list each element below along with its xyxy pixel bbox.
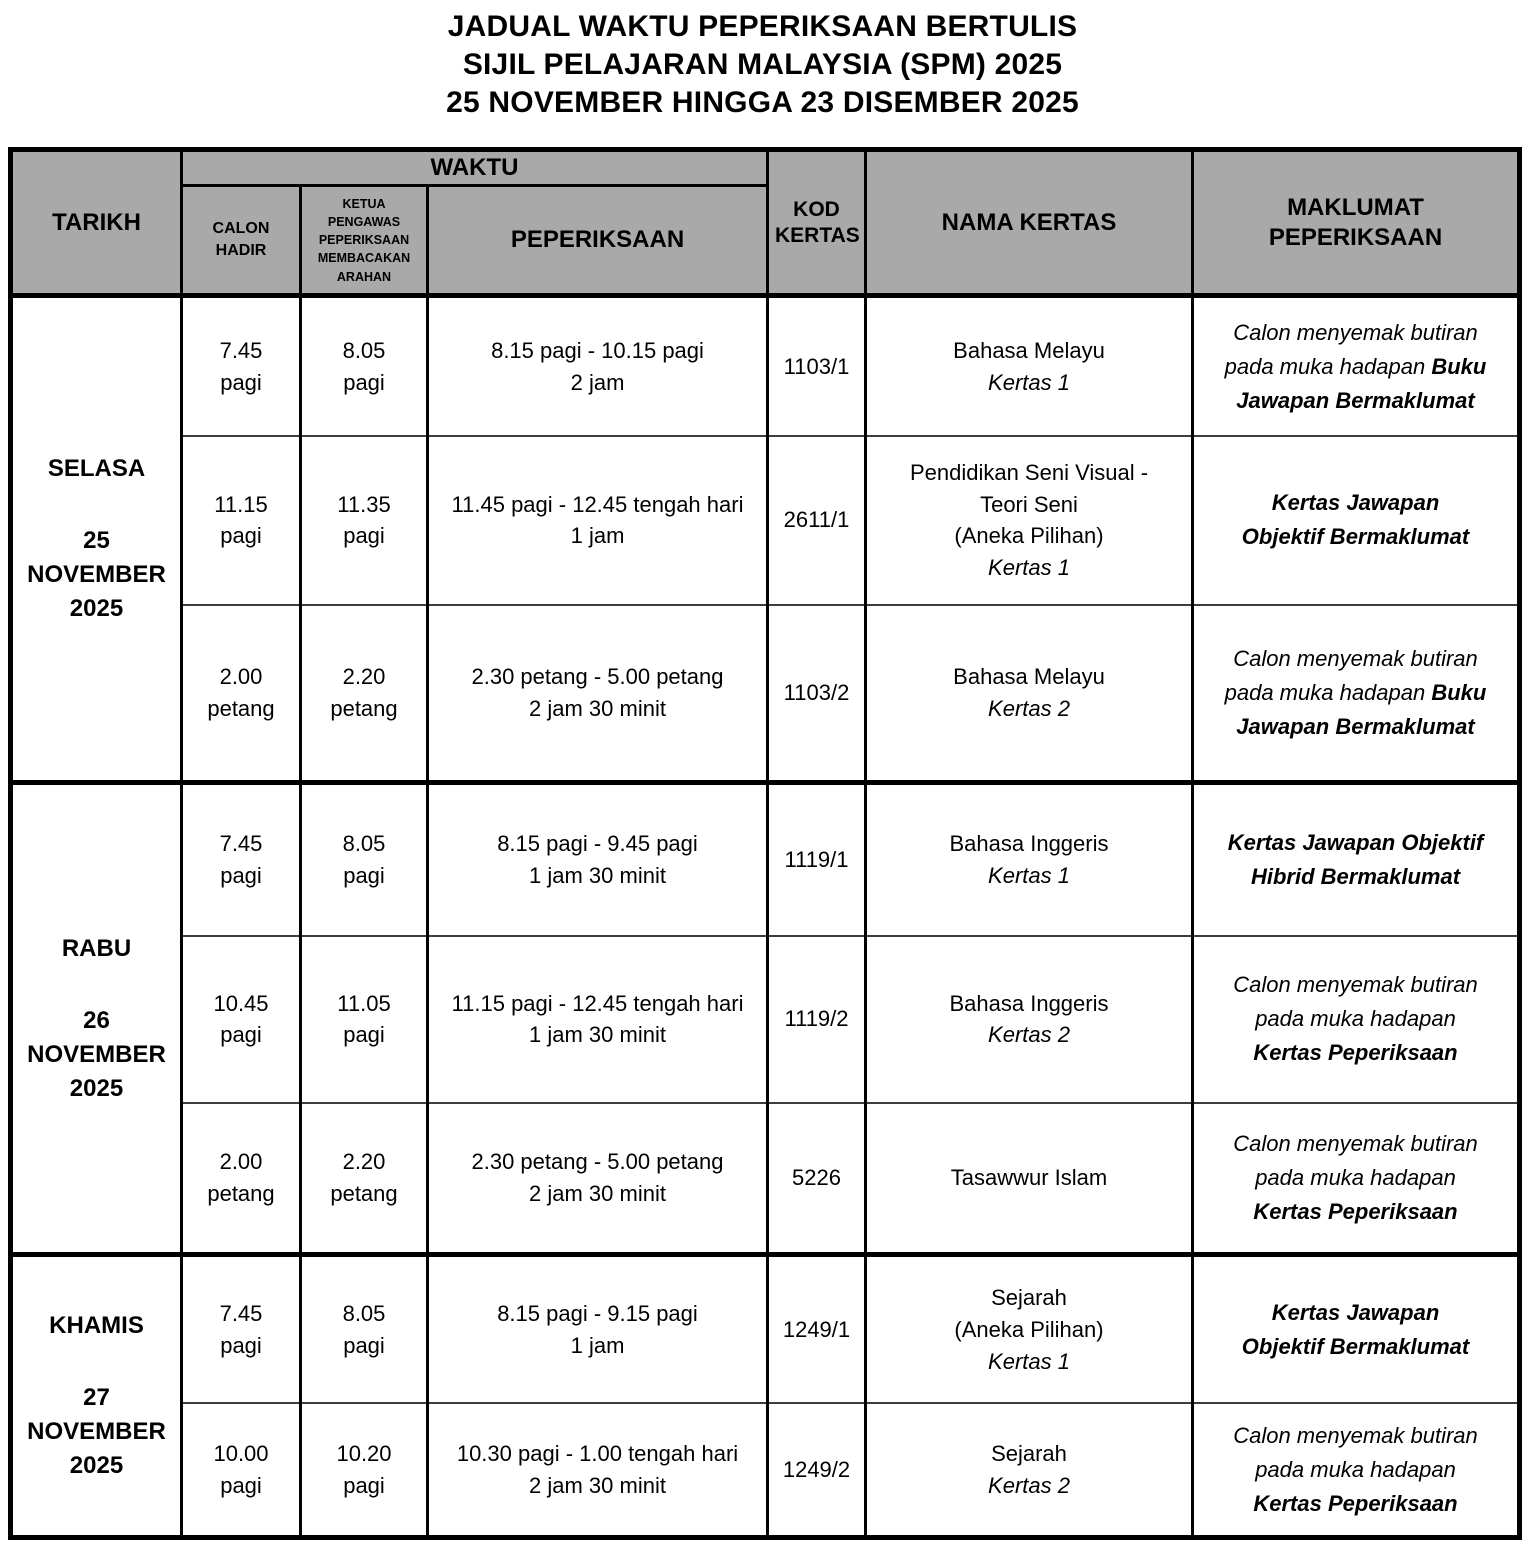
paper-name-line: Teori Seni xyxy=(980,491,1078,517)
bold-text: Hibrid Bermaklumat xyxy=(1250,864,1461,890)
cell-peperiksaan xyxy=(428,1403,768,1538)
cell-nama-kertas xyxy=(866,1403,1193,1538)
day-label: RABU xyxy=(61,934,132,962)
header-line: KERTAS xyxy=(775,223,860,247)
line: 2.20 xyxy=(342,664,386,690)
cell-calon-hadir xyxy=(182,783,301,936)
header-peperiksaan: PEPERIKSAAN xyxy=(428,186,768,296)
header-line: PEPERIKSAAN xyxy=(1268,223,1443,251)
line: 8.05 xyxy=(342,1300,386,1326)
header-row-top xyxy=(11,150,1520,186)
paper-name-line: Kertas 2 xyxy=(988,1022,1070,1048)
header-tarikh: TARIKH xyxy=(11,150,182,296)
cell-maklumat-peperiksaan xyxy=(1193,436,1520,605)
cell-nama-kertas xyxy=(866,1103,1193,1255)
header-nama-kertas: NAMA KERTAS xyxy=(866,150,1193,296)
date-line: 2025 xyxy=(69,1452,124,1480)
text: Calon menyemak butiran xyxy=(1233,646,1478,671)
bold-text: Kertas Peperiksaan xyxy=(1253,1490,1458,1516)
maklumat-line xyxy=(1200,710,1511,744)
paper-name-line: (Aneka Pilihan) xyxy=(954,1316,1104,1342)
line: pagi xyxy=(220,369,262,395)
paper-name-line: Bahasa Melayu xyxy=(953,664,1105,690)
paper-name-line: Kertas 2 xyxy=(988,1472,1070,1498)
text: pada muka hadapan xyxy=(1224,680,1432,706)
session-row xyxy=(11,605,1520,783)
title-line-3: 25 NOVEMBER HINGGA 23 DISEMBER 2025 xyxy=(446,85,1079,119)
date-line: 26 xyxy=(83,1006,110,1034)
paper-name-line: Pendidikan Seni Visual - xyxy=(909,459,1149,485)
maklumat-line xyxy=(1200,486,1511,520)
cell-kod-kertas: 1119/2 xyxy=(768,936,866,1103)
line: 1 jam 30 minit xyxy=(529,1022,666,1048)
maklumat-line xyxy=(1200,1419,1511,1453)
cell-nama-kertas xyxy=(866,1255,1193,1403)
header-ketua-pengawas xyxy=(301,186,428,296)
cell-maklumat-peperiksaan xyxy=(1193,783,1520,936)
session-row xyxy=(11,436,1520,605)
cell-kod-kertas: 5226 xyxy=(768,1103,866,1255)
header-line: MAKLUMAT xyxy=(1287,193,1424,221)
maklumat-line xyxy=(1200,350,1511,384)
text: Calon menyemak butiran xyxy=(1233,1131,1478,1156)
maklumat-line xyxy=(1200,968,1511,1002)
paper-name-line: Kertas 1 xyxy=(988,863,1070,889)
cell-tarikh xyxy=(11,783,182,1255)
cell-ketua-pengawas xyxy=(301,1255,428,1403)
cell-peperiksaan xyxy=(428,436,768,605)
cell-peperiksaan xyxy=(428,1103,768,1255)
header-line: KETUA xyxy=(342,197,386,212)
table-header xyxy=(11,150,1520,296)
line: 11.15 xyxy=(214,491,268,517)
date-line: NOVEMBER xyxy=(27,1418,166,1446)
cell-kod-kertas: 1249/1 xyxy=(768,1255,866,1403)
cell-nama-kertas xyxy=(866,436,1193,605)
exam-timetable xyxy=(8,147,1522,1540)
cell-nama-kertas xyxy=(866,783,1193,936)
cell-maklumat-peperiksaan xyxy=(1193,936,1520,1103)
maklumat-line xyxy=(1200,1330,1511,1364)
line: 11.35 xyxy=(337,491,391,517)
date-line: 25 xyxy=(83,527,110,555)
cell-tarikh xyxy=(11,1255,182,1538)
table-body xyxy=(11,296,1520,1538)
line: 8.15 pagi - 9.15 pagi xyxy=(497,1300,698,1326)
line: petang xyxy=(330,1181,398,1207)
cell-kod-kertas: 1103/2 xyxy=(768,605,866,783)
header-line: ARAHAN xyxy=(336,269,392,284)
line: pagi xyxy=(220,1332,262,1358)
bold-text: Kertas Jawapan xyxy=(1271,490,1440,516)
header-kod-kertas xyxy=(768,150,866,296)
bold-text: Kertas Jawapan Objektif xyxy=(1227,830,1484,856)
cell-ketua-pengawas xyxy=(301,296,428,436)
line: 7.45 xyxy=(219,1300,263,1326)
line: 2 jam xyxy=(570,369,625,395)
maklumat-line xyxy=(1200,642,1511,676)
paper-name-line: Bahasa Inggeris xyxy=(949,990,1109,1016)
line: 8.15 pagi - 10.15 pagi xyxy=(491,337,704,363)
cell-ketua-pengawas xyxy=(301,436,428,605)
cell-maklumat-peperiksaan xyxy=(1193,1255,1520,1403)
cell-peperiksaan xyxy=(428,936,768,1103)
cell-ketua-pengawas xyxy=(301,1103,428,1255)
maklumat-line xyxy=(1200,1195,1511,1229)
session-row xyxy=(11,783,1520,936)
line: 11.05 xyxy=(337,990,391,1016)
line: pagi xyxy=(220,863,262,889)
line: pagi xyxy=(343,1022,385,1048)
session-row xyxy=(11,1403,1520,1538)
paper-name-line: Kertas 1 xyxy=(988,555,1070,581)
cell-ketua-pengawas xyxy=(301,1403,428,1538)
title-line-2: SIJIL PELAJARAN MALAYSIA (SPM) 2025 xyxy=(462,47,1063,81)
cell-kod-kertas: 1249/2 xyxy=(768,1403,866,1538)
cell-calon-hadir xyxy=(182,1255,301,1403)
line: 10.30 pagi - 1.00 tengah hari xyxy=(456,1440,739,1466)
line: pagi xyxy=(343,1332,385,1358)
maklumat-line xyxy=(1200,316,1511,350)
title-line-1: JADUAL WAKTU PEPERIKSAAN BERTULIS xyxy=(447,10,1078,43)
text: Calon menyemak butiran xyxy=(1233,1422,1478,1448)
line: pagi xyxy=(343,369,385,395)
line: pagi xyxy=(343,523,385,549)
document-title xyxy=(0,8,1525,121)
bold-text: Objektif Bermaklumat xyxy=(1241,1333,1470,1359)
maklumat-line xyxy=(1200,1002,1511,1036)
maklumat-line xyxy=(1200,860,1511,894)
line: pagi xyxy=(343,1472,385,1498)
header-line: MEMBACAKAN xyxy=(317,251,411,266)
cell-ketua-pengawas xyxy=(301,783,428,936)
text: pada muka hadapan xyxy=(1255,1165,1456,1191)
maklumat-line xyxy=(1200,1161,1511,1195)
maklumat-line xyxy=(1200,384,1511,418)
session-row xyxy=(11,1103,1520,1255)
session-row xyxy=(11,936,1520,1103)
line: 2 jam 30 minit xyxy=(529,696,666,722)
maklumat-line xyxy=(1200,1487,1511,1521)
header-line: KOD xyxy=(793,197,840,221)
cell-kod-kertas: 1103/1 xyxy=(768,296,866,436)
cell-nama-kertas xyxy=(866,605,1193,783)
session-row xyxy=(11,296,1520,436)
line: 11.15 pagi - 12.45 tengah hari xyxy=(451,990,744,1016)
date-line: 27 xyxy=(83,1384,110,1412)
maklumat-line xyxy=(1200,1127,1511,1161)
paper-name-line: Sejarah xyxy=(991,1284,1067,1310)
paper-name-line: Kertas 1 xyxy=(988,369,1070,395)
line: 8.05 xyxy=(342,831,386,857)
line: 7.45 xyxy=(219,337,263,363)
header-line: PENGAWAS xyxy=(327,215,401,230)
header-line: PEPERIKSAAN xyxy=(318,233,410,248)
text: Calon menyemak butiran xyxy=(1233,972,1478,998)
cell-kod-kertas: 2611/1 xyxy=(768,436,866,605)
date-line: 2025 xyxy=(69,1074,124,1102)
header-line: CALON xyxy=(212,220,270,237)
line: 8.15 pagi - 9.45 pagi xyxy=(497,831,698,857)
document-page xyxy=(0,8,1525,1540)
cell-calon-hadir xyxy=(182,936,301,1103)
line: 2.00 xyxy=(219,664,263,690)
header-maklumat-peperiksaan xyxy=(1193,150,1520,296)
bold-text: Jawapan Bermaklumat xyxy=(1236,387,1475,413)
line: 2.30 petang - 5.00 petang xyxy=(471,1149,724,1175)
maklumat-line xyxy=(1200,826,1511,860)
line: 1 jam xyxy=(570,523,625,549)
cell-ketua-pengawas xyxy=(301,605,428,783)
paper-name-line: (Aneka Pilihan) xyxy=(954,523,1104,549)
line: 2.00 xyxy=(219,1149,263,1175)
line: pagi xyxy=(343,863,385,889)
cell-peperiksaan xyxy=(428,783,768,936)
cell-calon-hadir xyxy=(182,605,301,783)
bold-text: Kertas Peperiksaan xyxy=(1253,1199,1458,1225)
line: 1 jam 30 minit xyxy=(529,863,666,889)
bold-text: Objektif Bermaklumat xyxy=(1241,524,1470,550)
cell-calon-hadir xyxy=(182,436,301,605)
line: 2.20 xyxy=(342,1149,386,1175)
cell-peperiksaan xyxy=(428,296,768,436)
cell-maklumat-peperiksaan xyxy=(1193,296,1520,436)
line: pagi xyxy=(220,1472,262,1498)
paper-name-line: Bahasa Inggeris xyxy=(949,831,1109,857)
header-line: HADIR xyxy=(215,242,267,260)
header-calon-hadir xyxy=(182,186,301,296)
maklumat-line xyxy=(1200,520,1511,554)
line: 10.45 xyxy=(213,990,269,1016)
maklumat-line xyxy=(1200,1453,1511,1487)
bold-text: Kertas Jawapan xyxy=(1271,1299,1440,1325)
bold-text: Kertas Peperiksaan xyxy=(1253,1040,1458,1066)
date-line: NOVEMBER xyxy=(27,1040,166,1068)
maklumat-line xyxy=(1200,676,1511,710)
maklumat-line xyxy=(1200,1296,1511,1330)
line: petang xyxy=(207,696,275,722)
text: pada muka hadapan xyxy=(1224,353,1432,379)
maklumat-line xyxy=(1200,1036,1511,1070)
cell-calon-hadir xyxy=(182,1403,301,1538)
cell-calon-hadir xyxy=(182,1103,301,1255)
date-line: NOVEMBER xyxy=(27,561,166,589)
line: petang xyxy=(207,1181,275,1207)
line: 2 jam 30 minit xyxy=(529,1181,666,1207)
paper-name-line: Kertas 2 xyxy=(988,696,1070,722)
line: petang xyxy=(330,696,398,722)
line: 10.20 xyxy=(336,1440,392,1466)
line: 2.30 petang - 5.00 petang xyxy=(471,664,724,690)
line: pagi xyxy=(220,1022,262,1048)
session-row xyxy=(11,1255,1520,1403)
line: 2 jam 30 minit xyxy=(529,1472,666,1498)
cell-nama-kertas xyxy=(866,936,1193,1103)
cell-calon-hadir xyxy=(182,296,301,436)
line: 1 jam xyxy=(570,1332,625,1358)
text: Calon menyemak butiran xyxy=(1233,319,1478,345)
line: 7.45 xyxy=(219,831,263,857)
day-label: SELASA xyxy=(47,455,146,483)
date-line: 2025 xyxy=(69,595,124,623)
text: pada muka hadapan xyxy=(1255,1006,1456,1032)
bold-text: Jawapan Bermaklumat xyxy=(1236,714,1475,740)
cell-ketua-pengawas xyxy=(301,936,428,1103)
cell-nama-kertas xyxy=(866,296,1193,436)
cell-maklumat-peperiksaan xyxy=(1193,1103,1520,1255)
cell-peperiksaan xyxy=(428,1255,768,1403)
cell-maklumat-peperiksaan xyxy=(1193,1403,1520,1538)
line: pagi xyxy=(220,523,262,549)
paper-name-line: Kertas 1 xyxy=(988,1348,1070,1374)
cell-peperiksaan xyxy=(428,605,768,783)
paper-name-line: Sejarah xyxy=(991,1440,1067,1466)
line: 11.45 pagi - 12.45 tengah hari xyxy=(451,491,744,517)
day-label: KHAMIS xyxy=(49,1312,144,1340)
bold-text: Buku xyxy=(1431,680,1487,706)
bold-text: Buku xyxy=(1431,353,1487,379)
paper-name-line: Bahasa Melayu xyxy=(953,337,1105,363)
cell-kod-kertas: 1119/1 xyxy=(768,783,866,936)
text: pada muka hadapan xyxy=(1255,1456,1456,1482)
header-waktu: WAKTU xyxy=(182,150,768,186)
cell-tarikh xyxy=(11,296,182,783)
paper-name-line: Tasawwur Islam xyxy=(950,1165,1108,1191)
line: 8.05 xyxy=(342,337,386,363)
cell-maklumat-peperiksaan xyxy=(1193,605,1520,783)
line: 10.00 xyxy=(213,1440,269,1466)
